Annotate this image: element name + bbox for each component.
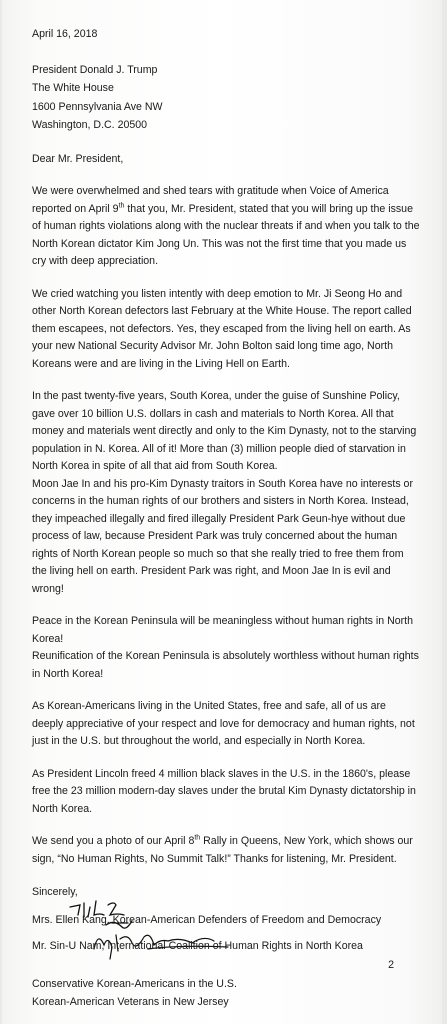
paragraph-rally-part1: We send you a photo of our April 8: [32, 835, 195, 847]
paragraph-voa-report-part1: We were overwhelmed and shed tears with gratitude when Voice of America reported on April 9: [32, 185, 389, 215]
paragraph-rally-photo: [32, 833, 420, 868]
paragraph-voa-report-part2: that you, Mr. President, stated that you will bring up the issue of human rights violations along with the nuclear threats if and when you talk to the North Korean dictator Kim Jong Un. This was not the first time that you made us cry with deep appreciation.: [32, 202, 420, 267]
paragraph-peace: Peace in the Korean Peninsula will be meaningless without human rights in North Korea!: [32, 615, 414, 645]
recipient-office: The White House: [32, 82, 114, 94]
paragraph-moon-jae-in: Moon Jae In and his pro-Kim Dynasty traitors in South Korea have no interests or concerns in the human rights of our brothers and sisters in North Korea. Instead, they impeached illegally and fired illegally President Park Geun-hye without due process of law, because President Park was truly concerned about the human rights of North Korean people so much so that she really tried to free them from the living hell on earth. President Park was right, and Moon Jae In is evil and wrong!: [32, 477, 413, 595]
paragraph-lincoln: As President Lincoln freed 4 million black slaves in the U.S. in the 1860's, please free the 23 million modern-day slaves under the brutal Kim Dynasty dictatorship in North Korea.: [32, 767, 416, 815]
signature-block: [32, 883, 420, 1011]
paragraph-defectors: We cried watching you listen intently with deep emotion to Mr. Ji Seong Ho and other North Korean defectors last February at the White House. The report called them escapees, not defectors. Yes, they escaped from the living hell on earth. As your new National Security Advisor Mr. John Bolton said long time ago, North Koreans were and are living in the Living Hell on Earth.: [32, 287, 412, 370]
ordinal-suffix-rally: th: [194, 834, 201, 842]
page-number: 2: [388, 958, 394, 971]
recipient-street: 1600 Pennsylvania Ave NW: [32, 100, 163, 113]
paragraph-reunification: Reunification of the Korean Peninsula is absolutely worthless without human rights in North Korea!: [32, 650, 419, 680]
closing: Sincerely,: [32, 886, 78, 898]
paragraph-sunshine-policy: In the past twenty-five years, South Korea, under the guise of Sunshine Policy, gave over 10 billion U.S. dollars in cash and materials to North Korea. All that money and materials went directly and only to the Kim Dynasty, not to the starving population in N. Korea. All of it! More than (3) million people died of starvation in North Korea in spite of all that aid from South Korea.: [32, 390, 417, 472]
signer1-line: Mrs. Ellen Kang, Korean-American Defenders of Freedom and Democracy: [32, 913, 382, 926]
signer-sin-u-nam: [32, 931, 420, 957]
paragraph-rally-part2: Rally in Queens, New York, which shows our sign, “No Human Rights, No Summit Talk!” Thanks for listening, Mr. President.: [32, 835, 413, 865]
letter-page: [2, 0, 442, 1024]
recipient-name: President Donald J. Trump: [32, 63, 158, 76]
paragraph-korean-americans: As Korean-Americans living in the United States, free and safe, all of us are deeply appreciative of your respect and love for democracy and human rights, not just in the U.S. but throughout the world, and especially in North Korea.: [32, 700, 415, 747]
organization-1: Conservative Korean-Americans in the U.S.: [32, 978, 237, 990]
ordinal-suffix: th: [118, 201, 125, 209]
recipient-city: Washington, D.C. 20500: [32, 119, 148, 131]
paragraph-voa-report: [32, 183, 420, 271]
recipient-address: [32, 61, 420, 135]
letter-date: April 16, 2018: [32, 28, 98, 40]
salutation: Dear Mr. President,: [32, 152, 124, 165]
signer2-line: Mr. Sin-U Nam, International Coalition of Human Rights in North Korea: [32, 939, 363, 952]
organization-2: Korean-American Veterans in New Jersey: [32, 996, 229, 1008]
